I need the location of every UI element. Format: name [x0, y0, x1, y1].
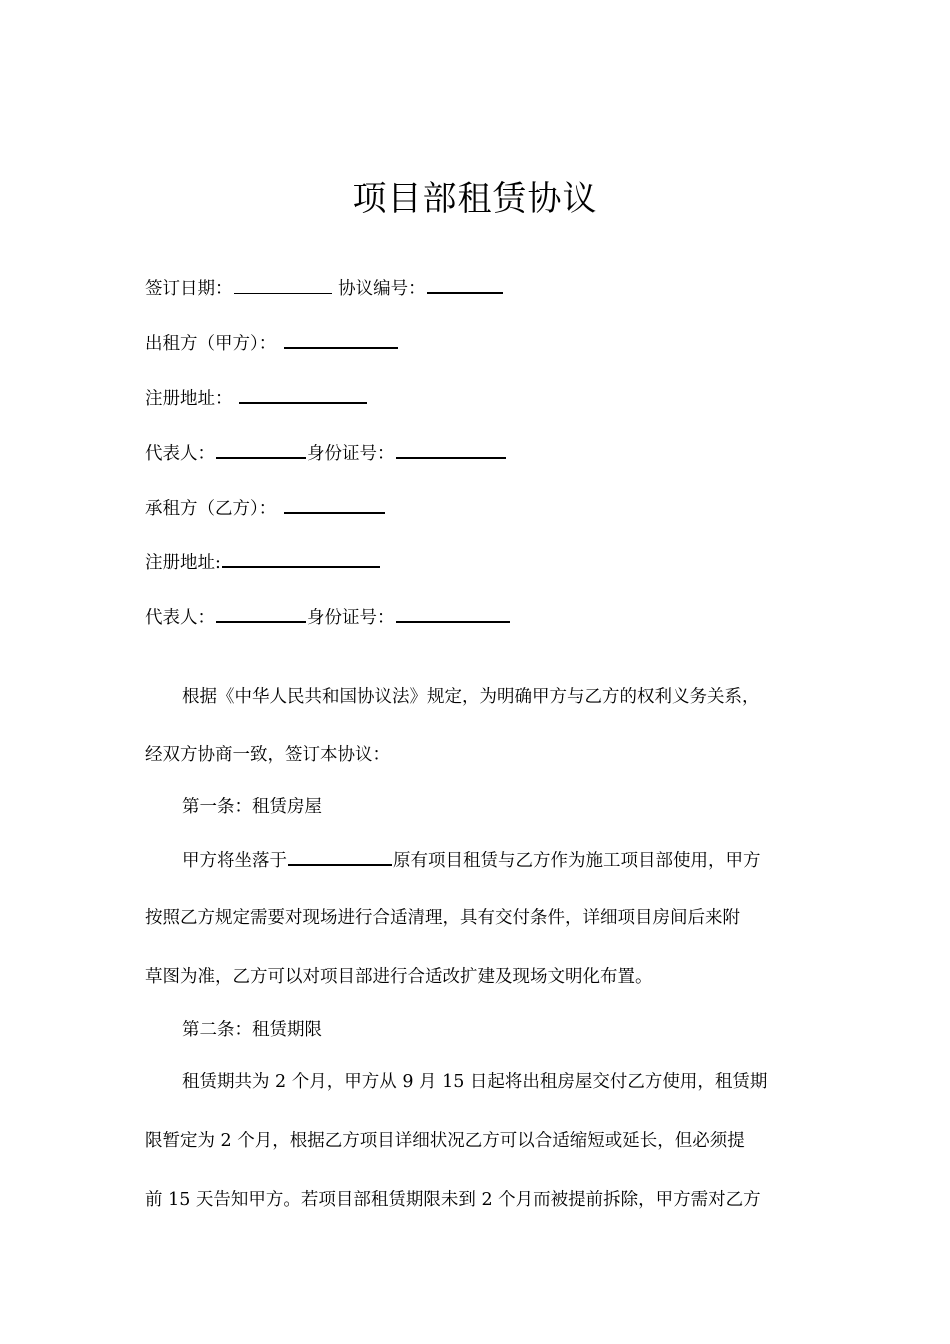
- article1-p1-pre: 甲方将坐落于: [182, 851, 287, 871]
- article2-paragraph-line-3: 前 15 天告知甲方。若项目部租赁期限未到 2 个月而被提前拆除，甲方需对乙方: [145, 1190, 761, 1210]
- lessee-label: 承租方（乙方）：: [145, 499, 277, 519]
- lessor-label: 出租方（甲方）：: [145, 334, 277, 354]
- lessee-blank[interactable]: [284, 492, 385, 514]
- lessee-rep-blank[interactable]: [216, 601, 306, 623]
- agreement-no-blank[interactable]: [427, 272, 503, 294]
- agreement-no-label: 协议编号：: [338, 279, 426, 299]
- article2-paragraph-line-1: 租赁期共为 2 个月，甲方从 9 月 15 日起将出租房屋交付乙方使用，租赁期: [182, 1072, 768, 1092]
- lessor-line: [145, 327, 399, 359]
- lessee-rep-line: [145, 601, 511, 633]
- lessor-id-label: 身份证号：: [307, 444, 395, 464]
- lessor-rep-line: [145, 437, 507, 469]
- article1-paragraph-line-3: 草图为准，乙方可以对项目部进行合适改扩建及现场文明化布置。: [145, 967, 653, 987]
- lessee-address-label: 注册地址:: [145, 553, 221, 573]
- sign-date-line: [145, 272, 504, 304]
- lessee-line: [145, 492, 386, 524]
- article2-heading: 第二条：租赁期限: [182, 1020, 322, 1040]
- lessor-rep-label: 代表人：: [145, 444, 215, 464]
- lessor-address-line: [145, 382, 368, 414]
- sign-date-colon: ：: [215, 279, 233, 299]
- document-title: 项目部租赁协议: [352, 179, 598, 219]
- lessor-address-blank[interactable]: [239, 382, 367, 404]
- lessee-id-blank[interactable]: [396, 601, 510, 623]
- lessee-rep-label: 代表人：: [145, 608, 215, 628]
- lessee-address-line: [145, 546, 381, 578]
- article1-heading: 第一条：租赁房屋: [182, 797, 322, 817]
- intro-line-1: 根据《中华人民共和国协议法》规定，为明确甲方与乙方的权利义务关系，: [182, 687, 760, 707]
- lessee-address-blank[interactable]: [222, 546, 380, 568]
- article1-p1-post: 原有项目租赁与乙方作为施工项目部使用，甲方: [393, 851, 761, 871]
- article1-paragraph-line-1: [182, 844, 761, 876]
- lessee-id-label: 身份证号：: [307, 608, 395, 628]
- lessor-id-blank[interactable]: [396, 437, 506, 459]
- lessor-rep-blank[interactable]: [216, 437, 306, 459]
- lessor-address-label: 注册地址：: [145, 389, 233, 409]
- article1-paragraph-line-2: 按照乙方规定需要对现场进行合适清理，具有交付条件，详细项目房间后来附: [145, 908, 740, 928]
- location-blank[interactable]: [288, 844, 392, 866]
- article2-paragraph-line-2: 限暂定为 2 个月，根据乙方项目详细状况乙方可以合适缩短或延长，但必须提: [145, 1131, 745, 1151]
- sign-date-blank[interactable]: [234, 273, 332, 294]
- intro-line-2: 经双方协商一致，签订本协议：: [145, 745, 390, 765]
- lessor-blank[interactable]: [284, 327, 398, 349]
- sign-date-label: 签订日期: [145, 279, 215, 299]
